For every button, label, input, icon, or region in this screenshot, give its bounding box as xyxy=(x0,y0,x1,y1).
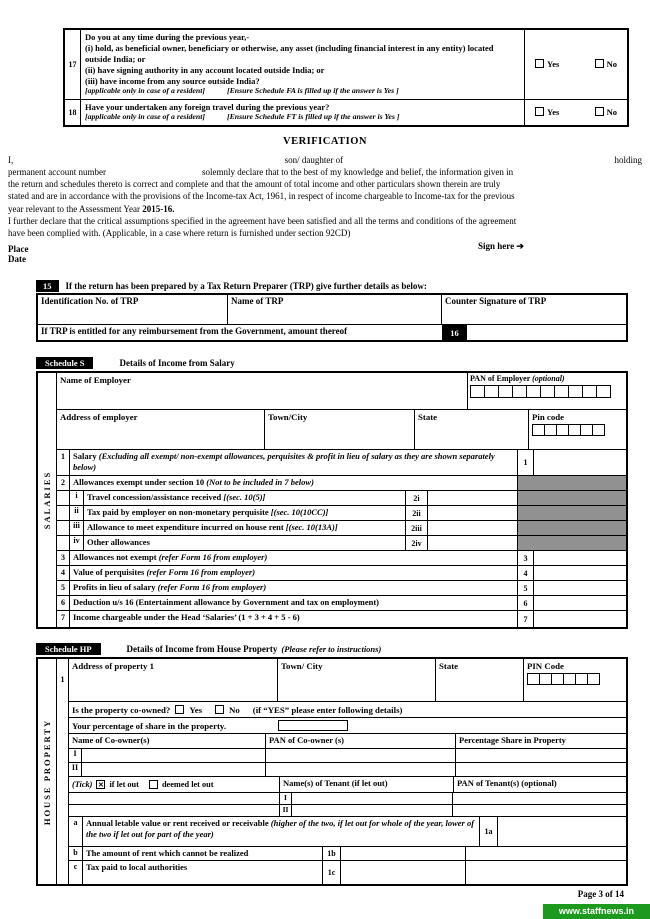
shaded-cell xyxy=(518,521,626,535)
question-row-18 xyxy=(65,99,627,125)
shaded-cell xyxy=(518,476,626,490)
tick-label: (Tick) xyxy=(72,780,93,789)
verification-line-6: I further declare that the critical assumptions specified in the agreement have been satisfied and all the terms and conditions of the agreement xyxy=(8,215,517,226)
let-out-label: if let out xyxy=(109,780,139,789)
row-number: 4 xyxy=(57,566,70,580)
i-label: I, xyxy=(8,155,14,165)
schedule-fa-note: [Ensure Schedule FA is filled up if the answer is Yes ] xyxy=(226,86,399,96)
co-owned-no-checkbox[interactable] xyxy=(215,705,224,714)
employer-name-cell[interactable] xyxy=(57,373,468,409)
sub-row-code: 2iv xyxy=(406,536,428,550)
co-owner-pan-cell-2[interactable] xyxy=(266,763,456,776)
schedule-hp-title-note: (Please refer to instructions) xyxy=(281,644,382,654)
row-code: 6 xyxy=(518,596,534,610)
pan-char-box[interactable] xyxy=(484,385,499,398)
salary-value-box-3[interactable] xyxy=(534,551,626,565)
tenant-name-header: Name(s) of Tenant (if let out) xyxy=(280,777,454,792)
blank-area xyxy=(466,861,626,884)
schedule-hp-table xyxy=(36,657,628,886)
verification-line-3: the return and schedules thereto is correct and complete and that the amount of total income and other particulars shown therein are truly xyxy=(8,179,501,190)
pan-optional-note: (optional) xyxy=(532,374,565,383)
annual-value-box-1a[interactable] xyxy=(498,817,626,846)
verification-line-4: stated and are in accordance with the provisions of the Income-tax Act, 1961, in respect of income chargeable to Income-tax for the previous xyxy=(8,191,515,202)
allowance-sub-row-2ii xyxy=(57,505,626,520)
property-state-cell[interactable] xyxy=(436,659,524,701)
salary-label xyxy=(70,450,518,475)
property-1-number: 1 xyxy=(57,659,69,884)
tenant-row-numeral: II xyxy=(280,805,292,816)
label-bold: Annual letable value or rent received or receivable xyxy=(86,818,269,828)
schedule-s-table xyxy=(36,371,628,629)
label-bold: Deduction u/s 16 (Entertainment allowance by Government and tax on employment) xyxy=(73,597,379,607)
row-code: 1 xyxy=(518,450,534,475)
annual-value-row xyxy=(69,816,626,846)
allowances-exempt-label xyxy=(70,476,518,490)
label-bold: Allowance to meet expenditure incurred on house rent xyxy=(87,522,284,532)
salary-row-7 xyxy=(57,610,626,627)
yes-label: Yes xyxy=(189,704,203,715)
spacer-cell xyxy=(57,536,70,550)
pan-char-box[interactable] xyxy=(540,385,555,398)
row-code: 1c xyxy=(323,861,341,884)
question-line: Have your undertaken any foreign travel during the previous year? xyxy=(85,101,330,112)
spacer-cell xyxy=(57,491,70,505)
yes-option-17[interactable] xyxy=(535,59,559,69)
allowance-sub-row-2iv xyxy=(57,535,626,550)
blank-area xyxy=(466,847,626,860)
let-out-row xyxy=(69,776,626,792)
annual-value-label xyxy=(83,817,480,846)
question-line: (i) hold, as beneficial owner, beneficiary or otherwise, any asset (including financial interest in any entity) located outside India; or xyxy=(85,42,494,64)
co-owned-note: (if “YES” please enter following details) xyxy=(252,704,403,715)
question-line: (iii) have income from any source outside India? xyxy=(85,75,260,86)
pin-char-box[interactable] xyxy=(592,424,605,436)
date-label: Date xyxy=(8,253,26,264)
row-code: 4 xyxy=(518,566,534,580)
sub-row-code: 2iii xyxy=(406,521,428,535)
resident-note: [applicable only in case of a resident] xyxy=(85,86,205,96)
label-note: (Excluding all exempt/ non-exempt allowances, perquisites & profit in lieu of salary as they are shown separately below) xyxy=(73,451,495,472)
schedule-s-tag: Schedule S xyxy=(36,357,93,369)
salary-row-1 xyxy=(57,449,626,475)
unrealized-rent-label: The amount of rent which cannot be realized xyxy=(83,847,323,860)
employer-name-label: Name of Employer xyxy=(60,375,131,385)
verification-line-1 xyxy=(8,154,642,166)
no-label: No xyxy=(229,704,240,715)
resident-note: [applicable only in case of a resident] xyxy=(85,112,205,122)
sub-row-numeral: iii xyxy=(70,521,84,535)
trp-id-cell[interactable]: Identification No. of TRP xyxy=(38,295,228,324)
row-letter: a xyxy=(69,817,83,846)
sub-row-label xyxy=(84,491,406,505)
schedule-hp-title: Details of Income from House Property xyxy=(126,644,278,654)
allowance-sub-row-2iii xyxy=(57,520,626,535)
question-row-17 xyxy=(65,30,627,99)
trp-table xyxy=(36,293,628,342)
salary-value-box-6[interactable] xyxy=(534,596,626,610)
pin-char-box[interactable] xyxy=(587,673,600,685)
state-label: State xyxy=(418,412,438,422)
house-property-vertical-label: HOUSE PROPERTY xyxy=(42,718,52,825)
son-daughter-label: son/ daughter of xyxy=(284,155,344,165)
place-row xyxy=(8,240,642,254)
spacer-cell xyxy=(57,506,70,520)
question-line: (ii) have signing authority in any account located outside India; or xyxy=(85,64,325,75)
pan-of-employer-label: PAN of Employer xyxy=(470,374,531,383)
tenant-row-1 xyxy=(69,792,626,804)
yes-option-18[interactable] xyxy=(535,107,559,117)
sub-row-code: 2ii xyxy=(406,506,428,520)
tenant-pan-cell-2[interactable] xyxy=(453,805,626,816)
salary-row-6 xyxy=(57,595,626,610)
salaries-vertical-label: SALARIES xyxy=(42,470,52,530)
co-owner-row-2 xyxy=(69,762,626,776)
tenant-name-cell-1[interactable] xyxy=(292,793,453,804)
employer-state-cell[interactable] xyxy=(415,410,529,449)
salaries-side-band xyxy=(38,373,57,627)
row-code: 5 xyxy=(518,581,534,595)
share-percentage-label: Your percentage of share in the property. xyxy=(72,720,227,731)
row-label xyxy=(70,611,518,627)
pan-char-box[interactable] xyxy=(470,385,485,398)
verification-line-5 xyxy=(8,203,642,215)
label-note: (refer Form 16 from employer) xyxy=(158,552,268,562)
co-owner-row-numeral: II xyxy=(69,763,82,776)
shaded-cell xyxy=(518,506,626,520)
trp-header-row xyxy=(38,295,626,324)
no-option-17[interactable] xyxy=(595,59,617,69)
deemed-let-out-label: deemed let out xyxy=(161,780,214,789)
co-owned-yes-checkbox[interactable] xyxy=(175,705,184,714)
trp-countersign-cell[interactable]: Counter Signature of TRP xyxy=(445,296,547,306)
label-note: (refer Form 16 from employer) xyxy=(157,582,267,592)
allowance-value-box-2iv[interactable] xyxy=(428,536,518,550)
sub-row-numeral: ii xyxy=(70,506,84,520)
row-number: 7 xyxy=(57,611,70,627)
pan-label: permanent account number xyxy=(8,167,106,178)
sign-here-label: Sign here ➔ xyxy=(478,240,524,251)
row-15-badge: 15 xyxy=(36,280,59,292)
site-watermark: www.staffnews.in xyxy=(543,904,650,919)
tenant-row-2 xyxy=(69,804,626,816)
sub-row-numeral: i xyxy=(70,491,84,505)
row-label xyxy=(70,596,518,610)
trp-reimbursement-label: If TRP is entitled for any reimbursement from the Government, amount thereof xyxy=(41,326,348,336)
label-note: [(sec. 10(10CC)] xyxy=(270,507,329,517)
label-bold: Allowances not exempt xyxy=(73,552,157,562)
row-17-yes-no-cell xyxy=(525,30,627,99)
label-note: (Not to be included in 7 below) xyxy=(206,477,314,487)
let-out-checkbox[interactable]: ✕ xyxy=(98,780,104,789)
deemed-let-out-checkbox[interactable] xyxy=(149,780,158,789)
co-owned-question: Is the property co-owned? xyxy=(72,704,171,715)
question-notes xyxy=(85,112,520,122)
co-owner-share-cell-1[interactable] xyxy=(456,749,626,762)
yes-checkbox[interactable] xyxy=(535,107,544,116)
label-bold: Income chargeable under the Head ‘Salaries’ (1 + 3 + 4 + 5 - 6) xyxy=(73,612,300,622)
property-town-cell[interactable] xyxy=(278,659,436,701)
label-note: [(sec. 10(5)] xyxy=(223,492,266,502)
co-owner-share-cell-2[interactable] xyxy=(456,763,626,776)
schedule-s-title: Details of Income from Salary xyxy=(119,358,235,368)
spacer-cell xyxy=(57,521,70,535)
row-letter: b xyxy=(69,847,83,860)
verification-line-7: have been complied with. (Applicable, in a case where return is furnished under section 92CD) xyxy=(8,227,351,238)
row-code: 3 xyxy=(518,551,534,565)
allowance-value-box-2iii[interactable] xyxy=(428,521,518,535)
tenant-pan-header: PAN of Tenant(s) (optional) xyxy=(457,778,557,788)
let-out-tick-cell xyxy=(69,777,280,792)
salary-value-box-5[interactable] xyxy=(534,581,626,595)
no-checkbox[interactable] xyxy=(595,59,604,68)
pan-char-box[interactable] xyxy=(526,385,541,398)
verification-line-2 xyxy=(8,166,642,178)
salary-value-box-1[interactable] xyxy=(534,450,626,475)
local-tax-box-1c[interactable] xyxy=(341,861,466,884)
yes-label: Yes xyxy=(547,59,560,70)
no-label: No xyxy=(606,107,617,117)
share-percentage-box[interactable] xyxy=(278,720,348,731)
co-owner-row-numeral: I xyxy=(69,749,82,762)
allowance-sub-row-2i xyxy=(57,490,626,505)
co-owned-row xyxy=(69,701,626,717)
local-tax-row xyxy=(69,860,626,884)
co-owner-pan-header: PAN of Co-owner (s) xyxy=(266,734,456,748)
co-owner-share-header: Percentage Share in Property xyxy=(459,735,566,745)
row-18-question xyxy=(81,100,525,125)
question-line: Do you at any time during the previous year,- xyxy=(85,32,250,42)
yes-label: Yes xyxy=(547,107,560,117)
label-bold: Other allowances xyxy=(87,537,150,547)
town-label: Town/City xyxy=(268,412,308,422)
trp-intro-text: If the return has been prepared by a Tax Return Preparer (TRP) give further details as below: xyxy=(65,281,427,291)
label-bold: Allowances exempt under section 10 xyxy=(73,477,205,487)
employer-town-cell[interactable] xyxy=(265,410,415,449)
co-owner-name-cell-2[interactable] xyxy=(82,763,266,776)
co-owner-name-header: Name of Co-owner(s) xyxy=(69,734,266,748)
sub-row-numeral: iv xyxy=(70,536,84,550)
row-number: 5 xyxy=(57,581,70,595)
row-17-question xyxy=(81,30,525,99)
row-18-number: 18 xyxy=(65,100,81,125)
pan-char-box[interactable] xyxy=(596,385,611,398)
label-note: [(sec. 10(13A)] xyxy=(285,522,338,532)
schedule-hp-body xyxy=(57,659,626,884)
row-number: 3 xyxy=(57,551,70,565)
salary-row-5 xyxy=(57,580,626,595)
schedule-s-header xyxy=(36,357,235,369)
row-number: 6 xyxy=(57,596,70,610)
allowance-value-box-2i[interactable] xyxy=(428,491,518,505)
employer-pan-cell xyxy=(468,373,626,409)
schedule-hp-tag: Schedule HP xyxy=(36,643,101,655)
trp-name-cell[interactable]: Name of TRP xyxy=(228,295,442,324)
label-bold: Salary xyxy=(73,451,97,461)
row-label xyxy=(70,566,518,580)
assessment-year-text: year relevant to the Assessment Year xyxy=(8,203,140,214)
row-letter: c xyxy=(69,861,83,884)
yes-checkbox[interactable] xyxy=(535,59,544,68)
salary-row-4 xyxy=(57,565,626,580)
tenant-name-cell-2[interactable] xyxy=(292,805,453,816)
label-bold: Tax paid by employer on non-monetary perquisite xyxy=(87,507,269,517)
pincode-box-row xyxy=(532,424,623,436)
tenant-row-numeral: I xyxy=(280,793,292,804)
property-address-row xyxy=(69,659,626,701)
property-pin-label: PIN Code xyxy=(527,661,564,671)
blank-cell xyxy=(69,805,280,816)
foreign-assets-questions-table xyxy=(63,28,629,127)
salary-value-box-4[interactable] xyxy=(534,566,626,580)
holding-label: holding xyxy=(614,155,642,165)
house-property-side-band xyxy=(38,659,57,884)
row-16-badge: 16 xyxy=(442,325,467,340)
pan-char-box[interactable] xyxy=(582,385,597,398)
co-owner-row-1 xyxy=(69,748,626,762)
label-bold: Profits in lieu of salary xyxy=(73,582,156,592)
schedule-hp-header xyxy=(36,643,381,655)
unrealized-rent-box-1b[interactable] xyxy=(341,847,466,860)
employer-address-cell[interactable] xyxy=(57,410,265,449)
tenant-pan-cell-1[interactable] xyxy=(453,793,626,804)
co-owner-pan-cell-1[interactable] xyxy=(266,749,456,762)
declaration-text: solemnly declare that to the best of my knowledge and belief, the information given in xyxy=(201,167,514,178)
row-code: 1b xyxy=(323,847,341,860)
trp-reimbursement-row xyxy=(38,324,626,340)
schedule-ft-note: [Ensure Schedule FT is filled up if the answer is Yes ] xyxy=(226,112,400,122)
shaded-cell xyxy=(518,491,626,505)
pan-char-box[interactable] xyxy=(512,385,527,398)
row-number: 2 xyxy=(57,476,70,490)
no-checkbox[interactable] xyxy=(595,107,604,116)
row-label xyxy=(70,581,518,595)
shaded-cell xyxy=(518,536,626,550)
sub-row-label xyxy=(84,536,406,550)
trp-header xyxy=(36,280,427,292)
unrealized-rent-row xyxy=(69,846,626,860)
date-row xyxy=(8,254,642,264)
question-notes xyxy=(85,86,520,96)
row-number: 1 xyxy=(57,450,70,475)
share-percentage-row xyxy=(69,717,626,733)
property-address-cell[interactable] xyxy=(69,659,278,701)
row-18-yes-no-cell xyxy=(525,100,627,125)
property-pin-cell[interactable] xyxy=(524,659,626,701)
property-address-label: Address of property 1 xyxy=(72,661,155,671)
label-note: (higher of the two, if let out for whole of the year, lower of the two if let out for part of the year) xyxy=(86,818,475,839)
no-label: No xyxy=(606,59,617,70)
row-label xyxy=(70,551,518,565)
pincode-label: Pin code xyxy=(532,412,565,422)
pan-char-box[interactable] xyxy=(568,385,583,398)
property-pin-box-row xyxy=(527,673,623,685)
local-tax-label: Tax paid to local authorities xyxy=(83,861,323,884)
label-note: (refer Form 16 from employer) xyxy=(146,567,256,577)
co-owner-name-cell-1[interactable] xyxy=(82,749,266,762)
sub-row-label xyxy=(84,506,406,520)
address-label: Address of employer xyxy=(60,412,138,422)
sub-row-label xyxy=(84,521,406,535)
pan-box-row xyxy=(470,385,624,398)
co-owner-header-row xyxy=(69,733,626,748)
row-code: 1a xyxy=(480,817,498,846)
allowance-value-box-2ii[interactable] xyxy=(428,506,518,520)
assessment-year-value: 2015-16. xyxy=(142,203,175,214)
pan-char-box[interactable] xyxy=(554,385,569,398)
property-town-label: Town/ City xyxy=(281,661,323,671)
blank-cell xyxy=(69,793,280,804)
employer-pincode-cell[interactable] xyxy=(529,410,626,449)
salary-row-3 xyxy=(57,550,626,565)
employer-row xyxy=(57,373,626,409)
place-label: Place xyxy=(8,243,29,254)
no-option-18[interactable] xyxy=(595,107,617,117)
schedule-s-body xyxy=(57,373,626,627)
row-code: 7 xyxy=(518,611,534,627)
salary-value-box-7[interactable] xyxy=(534,611,626,627)
allowances-exempt-row xyxy=(57,475,626,490)
verification-title: VERIFICATION xyxy=(283,136,367,147)
sub-row-code: 2i xyxy=(406,491,428,505)
employer-address-row xyxy=(57,409,626,449)
label-bold: Value of perquisites xyxy=(73,567,145,577)
row-17-number: 17 xyxy=(65,30,81,99)
trp-reimbursement-amount-cell[interactable] xyxy=(467,325,626,340)
pan-char-box[interactable] xyxy=(498,385,513,398)
verification-section xyxy=(8,136,642,264)
page-indicator: Page 3 of 14 xyxy=(577,889,624,899)
property-state-label: State xyxy=(439,661,459,671)
label-bold: Travel concession/assistance received xyxy=(87,492,222,502)
